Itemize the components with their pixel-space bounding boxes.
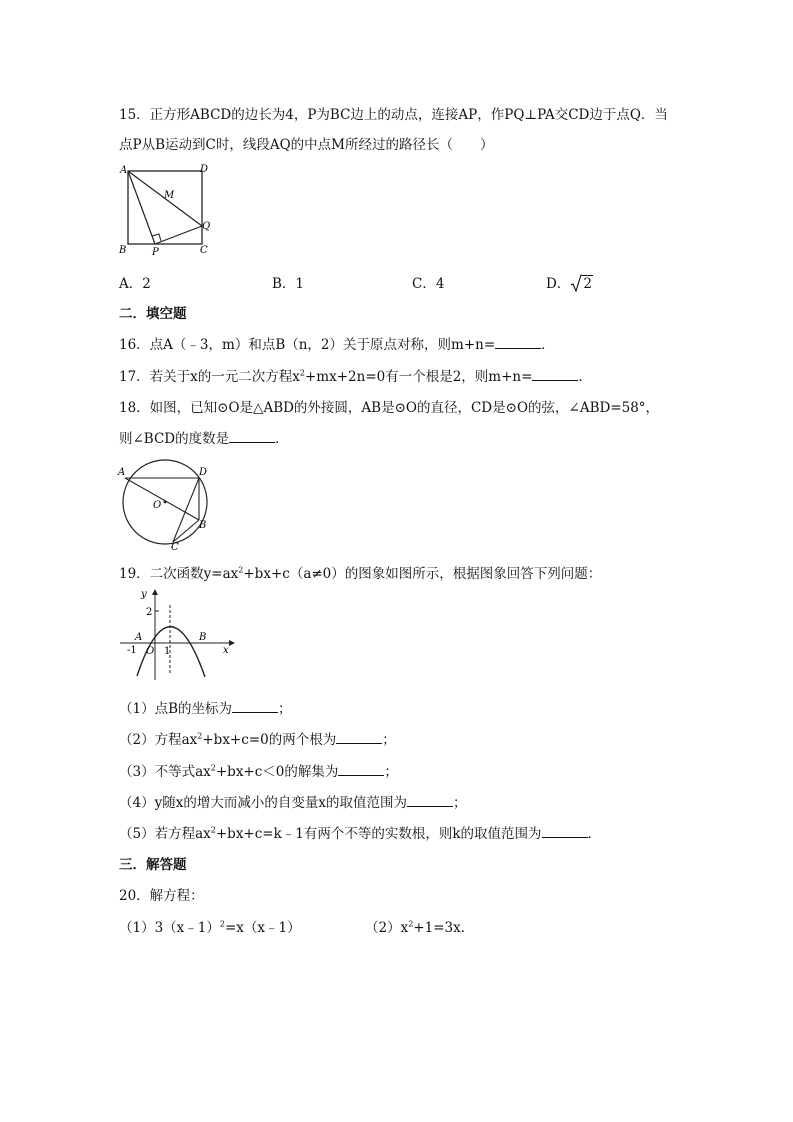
q20-p1-sup: 2 xyxy=(219,919,225,929)
sqrt-icon xyxy=(570,274,582,292)
q18-line2 xyxy=(119,427,289,447)
label-q: Q xyxy=(202,221,211,232)
q15-option-d xyxy=(546,272,593,292)
q20-part1 xyxy=(119,916,301,936)
label-y: y xyxy=(141,589,147,600)
q20-p2-post: +1=3x． xyxy=(413,920,475,936)
q15-square-figure xyxy=(115,160,215,260)
q16 xyxy=(119,333,555,353)
label-a: A xyxy=(118,467,126,478)
q19-p1-text: （1）点B的坐标为 xyxy=(119,701,233,717)
q19-p1-blank xyxy=(232,700,278,713)
square-abcd xyxy=(128,171,202,244)
q17-post: +mx+2n=0有一个根是2，则m+n= xyxy=(305,369,533,385)
label-a: A xyxy=(120,165,128,176)
q20-p2-pre: （2）x xyxy=(365,920,409,936)
q19-parabola-figure xyxy=(115,587,240,682)
q15-option-a: A．2 xyxy=(119,276,151,292)
q19-pre: 19．二次函数y=ax xyxy=(119,566,239,582)
section2-title: 二．填空题 xyxy=(119,306,187,322)
q19-p1-end: ； xyxy=(278,701,292,717)
y-axis-arrow xyxy=(152,589,158,595)
label-d: D xyxy=(200,164,209,175)
label-x: x xyxy=(223,645,229,656)
label-m: M xyxy=(164,190,175,201)
q19-sup: 2 xyxy=(238,565,244,575)
section3-title: 三．解答题 xyxy=(119,857,187,873)
q18-blank xyxy=(229,430,275,443)
q18-line1: 18．如图，已知⊙O是△ABD的外接圆，AB是⊙O的直径，CD是⊙O的弦，∠ABD=58°， xyxy=(119,400,660,416)
q15-line1: 15．正方形ABCD的边长为4，P为BC边上的动点，连接AP，作PQ⊥PA交CD边于点Q．当 xyxy=(119,107,668,123)
label-b: B xyxy=(199,520,207,531)
label-c: C xyxy=(171,542,179,550)
q19-stem xyxy=(119,562,601,582)
label-o: O xyxy=(146,646,155,657)
q15-option-b: B．1 xyxy=(272,276,305,292)
label-d: D xyxy=(199,467,208,478)
q19-p2-sup: 2 xyxy=(197,731,203,741)
segment-pq xyxy=(155,226,202,244)
q19-p2-post: +bx+c=0的两个根为 xyxy=(202,732,337,748)
q15-option-c: C．4 xyxy=(412,276,445,292)
diameter-ab xyxy=(125,478,199,520)
q16-text: 16．点A（﹣3，m）和点B（n，2）关于原点对称，则m+n= xyxy=(119,337,496,353)
option-d-radicand: 2 xyxy=(583,276,592,292)
q19-p3-blank xyxy=(338,763,384,776)
center-dot xyxy=(164,501,167,504)
q19-post: +bx+c（a≠0）的图象如图所示，根据图象回答下列问题： xyxy=(243,566,602,582)
q19-part3 xyxy=(119,760,398,780)
q20-p2-sup: 2 xyxy=(408,919,414,929)
q18-line2-text: 则∠BCD的度数是 xyxy=(119,431,230,447)
q17-pre: 17．若关于x的一元二次方程x xyxy=(119,369,300,385)
q19-p5-blank xyxy=(542,825,588,838)
q20-title: 20．解方程： xyxy=(119,888,204,904)
q18-circle-figure xyxy=(115,458,220,550)
q15-line2: 点P从B运动到C时，线段AQ的中点M所经过的路径长（ ） xyxy=(119,137,494,153)
q19-p5-post: +bx+c=k﹣1有两个不等的实数根，则k的取值范围为 xyxy=(215,826,542,842)
q20-p1-pre: （1）3（x﹣1） xyxy=(119,920,220,936)
q19-p4-end: ； xyxy=(452,795,467,811)
q16-blank xyxy=(495,336,541,349)
label-b: B xyxy=(199,632,207,643)
q20-p1-post: =x（x﹣1） xyxy=(224,920,301,936)
q19-part4 xyxy=(119,791,466,811)
q17 xyxy=(119,365,592,385)
q16-end: ． xyxy=(541,337,555,353)
q17-end: ． xyxy=(578,369,592,385)
q19-p3-end: ； xyxy=(384,764,398,780)
q19-p4-text: （4）y随x的增大而减小的自变量x的取值范围为 xyxy=(119,795,407,811)
q19-p3-pre: （3）不等式ax xyxy=(119,764,211,780)
q19-p5-sup: 2 xyxy=(210,825,216,835)
q19-p2-end: ； xyxy=(382,732,396,748)
q20-part2 xyxy=(365,916,474,936)
x-axis-arrow xyxy=(229,640,235,646)
q19-p5-end: ． xyxy=(587,826,602,842)
option-d-prefix: D． xyxy=(546,276,571,292)
chord-dc xyxy=(173,478,199,542)
label-1: 1 xyxy=(164,646,171,657)
segment-ap xyxy=(128,171,155,244)
q19-part1 xyxy=(119,697,292,717)
q19-p3-sup: 2 xyxy=(210,763,216,773)
label-p: P xyxy=(152,247,159,258)
q17-blank xyxy=(532,368,578,381)
label-2: 2 xyxy=(146,607,153,618)
q17-sup: 2 xyxy=(299,368,305,378)
q19-part2 xyxy=(119,728,396,748)
q19-p5-pre: （5）若方程ax xyxy=(119,826,211,842)
q18-end: ． xyxy=(275,431,289,447)
label-b: B xyxy=(119,245,127,256)
q19-part5 xyxy=(119,822,601,842)
label-neg1: -1 xyxy=(127,645,137,656)
label-o: O xyxy=(153,500,162,511)
q19-p2-blank xyxy=(336,731,382,744)
q19-p3-post: +bx+c＜0的解集为 xyxy=(215,764,339,780)
q19-p4-blank xyxy=(407,794,453,807)
q19-p2-pre: （2）方程ax xyxy=(119,732,198,748)
label-a: A xyxy=(135,632,143,643)
label-c: C xyxy=(200,245,208,256)
